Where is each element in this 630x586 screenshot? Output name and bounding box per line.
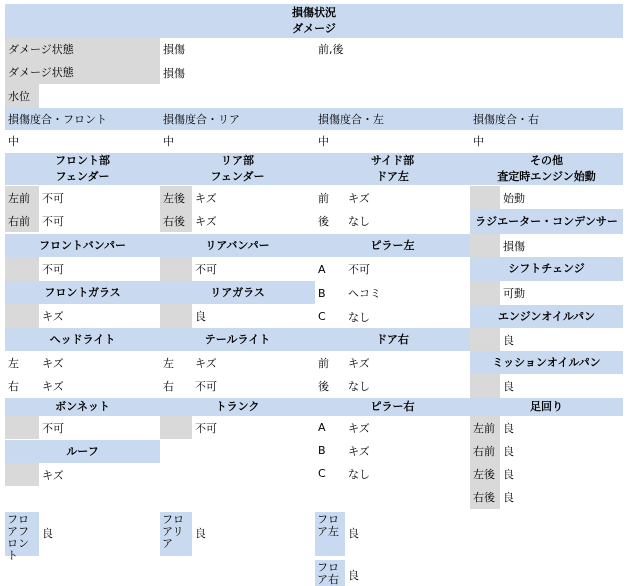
pillar-left-header: ピラー左 bbox=[315, 234, 470, 257]
door-right-val-1: キズ bbox=[345, 351, 470, 374]
front-header-line2: フェンダー bbox=[55, 170, 110, 183]
front-glass-value: キズ bbox=[39, 304, 160, 328]
side-section-header bbox=[315, 153, 470, 185]
engine-start-cell bbox=[470, 186, 500, 209]
bonnet-cell bbox=[5, 416, 39, 439]
taillight-pos-1: 左 bbox=[160, 351, 192, 374]
headlight-val-2: キズ bbox=[39, 374, 160, 398]
door-left-val-1: キズ bbox=[345, 186, 470, 209]
rear-bumper-cell bbox=[160, 257, 192, 281]
engine-oil-pan-cell bbox=[470, 328, 500, 351]
floor-front-value: 良 bbox=[39, 522, 99, 544]
title-line2: ダメージ bbox=[292, 22, 336, 35]
rear-fender-val-2: キズ bbox=[192, 209, 315, 232]
taillight-pos-2: 右 bbox=[160, 374, 192, 398]
front-glass-cell bbox=[5, 304, 39, 328]
floor-front-label: フロアフロント bbox=[5, 512, 39, 556]
headlight-header: ヘッドライト bbox=[5, 328, 160, 351]
degree-header-right: 損傷度合・右 bbox=[470, 108, 623, 130]
floor-left-value: 良 bbox=[345, 522, 405, 544]
rear-section-header bbox=[160, 153, 315, 185]
rear-header-line1: リア部 bbox=[221, 154, 254, 167]
shift-change-header: シフトチェンジ bbox=[470, 257, 623, 281]
front-header-line1: フロント部 bbox=[55, 154, 110, 167]
suspension-val-3: 良 bbox=[500, 462, 623, 485]
rear-glass-cell bbox=[160, 304, 192, 328]
bonnet-header: ボンネット bbox=[5, 398, 160, 416]
suspension-val-4: 良 bbox=[500, 485, 623, 509]
damage-state-value-1b: 前,後 bbox=[315, 38, 470, 60]
title-line1: 損傷状況 bbox=[292, 6, 336, 19]
rear-glass-header: リアガラス bbox=[160, 281, 315, 304]
suspension-val-2: 良 bbox=[500, 439, 623, 462]
damage-state-label-1: ダメージ状態 bbox=[5, 38, 160, 60]
headlight-val-1: キズ bbox=[39, 351, 160, 374]
floor-right-label: フロア右 bbox=[315, 560, 345, 586]
rear-bumper-value: 不可 bbox=[192, 257, 315, 281]
front-fender-pos-2: 右前 bbox=[5, 209, 39, 232]
radiator-value: 損傷 bbox=[500, 234, 623, 257]
trunk-header: トランク bbox=[160, 398, 315, 416]
radiator-header: ラジエーター・コンデンサー bbox=[470, 209, 623, 234]
other-header-line2: 査定時エンジン始動 bbox=[497, 170, 596, 183]
side-header-line1: サイド部 bbox=[370, 154, 415, 167]
trunk-value: 不可 bbox=[192, 416, 315, 439]
pillar-right-pos-c: C bbox=[315, 462, 345, 485]
front-glass-header: フロントガラス bbox=[5, 281, 160, 304]
degree-value-left: 中 bbox=[315, 130, 470, 152]
suspension-val-1: 良 bbox=[500, 416, 623, 439]
engine-oil-pan-header: エンジンオイルパン bbox=[470, 305, 623, 328]
floor-rear-label: フロアリア bbox=[160, 512, 192, 556]
pillar-right-header: ピラー右 bbox=[315, 398, 470, 416]
suspension-pos-2: 右前 bbox=[470, 439, 500, 462]
pillar-right-pos-a: A bbox=[315, 416, 345, 439]
front-section-header bbox=[5, 153, 160, 185]
engine-oil-pan-value: 良 bbox=[500, 328, 623, 351]
front-fender-pos-1: 左前 bbox=[5, 186, 39, 209]
rear-fender-pos-1: 左後 bbox=[160, 186, 192, 209]
door-right-val-2: なし bbox=[345, 374, 470, 398]
degree-value-rear: 中 bbox=[160, 130, 315, 152]
rear-fender-pos-2: 右後 bbox=[160, 209, 192, 232]
shift-change-cell bbox=[470, 281, 500, 305]
suspension-pos-4: 右後 bbox=[470, 485, 500, 509]
degree-value-right: 中 bbox=[470, 130, 623, 152]
suspension-pos-3: 左後 bbox=[470, 462, 500, 485]
degree-header-rear: 損傷度合・リア bbox=[160, 108, 315, 130]
front-bumper-value: 不可 bbox=[39, 257, 160, 281]
mission-oil-pan-header: ミッションオイルパン bbox=[470, 351, 623, 374]
floor-rear-value: 良 bbox=[192, 522, 252, 544]
headlight-pos-1: 左 bbox=[5, 351, 39, 374]
pillar-left-pos-c: C bbox=[315, 305, 345, 328]
damage-state-value-1a: 損傷 bbox=[160, 38, 315, 60]
damage-state-label-2: ダメージ状態 bbox=[5, 60, 160, 84]
taillight-val-1: キズ bbox=[192, 351, 315, 374]
other-section-header bbox=[470, 153, 623, 185]
door-left-pos-2: 後 bbox=[315, 209, 345, 232]
pillar-left-pos-a: A bbox=[315, 257, 345, 281]
mission-oil-pan-cell bbox=[470, 374, 500, 398]
front-bumper-header: フロントバンパー bbox=[5, 234, 160, 257]
door-left-pos-1: 前 bbox=[315, 186, 345, 209]
door-right-pos-1: 前 bbox=[315, 351, 345, 374]
pillar-right-val-a: キズ bbox=[345, 416, 470, 439]
pillar-right-val-b: キズ bbox=[345, 439, 470, 462]
taillight-header: テールライト bbox=[160, 328, 315, 351]
floor-right-value: 良 bbox=[345, 564, 405, 586]
other-header-line1: その他 bbox=[530, 154, 563, 167]
pillar-left-val-c: なし bbox=[345, 305, 470, 328]
pillar-left-pos-b: B bbox=[315, 281, 345, 305]
shift-change-value: 可動 bbox=[500, 281, 623, 305]
door-right-header: ドア右 bbox=[315, 328, 470, 351]
front-fender-val-1: 不可 bbox=[39, 186, 160, 209]
radiator-cell bbox=[470, 234, 500, 257]
front-fender-val-2: 不可 bbox=[39, 209, 160, 232]
mission-oil-pan-value: 良 bbox=[500, 374, 623, 398]
engine-start-value: 始動 bbox=[500, 186, 623, 209]
suspension-pos-1: 左前 bbox=[470, 416, 500, 439]
roof-header: ルーフ bbox=[5, 440, 160, 463]
pillar-left-val-b: ヘコミ bbox=[345, 281, 470, 305]
roof-value: キズ bbox=[39, 463, 160, 486]
rear-glass-value: 良 bbox=[192, 304, 315, 328]
rear-fender-val-1: キズ bbox=[192, 186, 315, 209]
pillar-right-val-c: なし bbox=[345, 462, 470, 485]
trunk-cell bbox=[160, 416, 192, 439]
pillar-right-pos-b: B bbox=[315, 439, 345, 462]
roof-cell bbox=[5, 463, 39, 486]
door-right-pos-2: 後 bbox=[315, 374, 345, 398]
degree-header-front: 損傷度合・フロント bbox=[5, 108, 160, 130]
floor-left-label: フロア左 bbox=[315, 512, 345, 556]
rear-header-line2: フェンダー bbox=[210, 170, 265, 183]
bonnet-value: 不可 bbox=[39, 416, 160, 439]
page-title bbox=[5, 4, 623, 38]
suspension-header: 足回り bbox=[470, 398, 623, 416]
damage-state-value-2a: 損傷 bbox=[160, 62, 315, 84]
side-header-line2: ドア左 bbox=[376, 170, 409, 183]
door-left-val-2: なし bbox=[345, 209, 470, 232]
pillar-left-val-a: 不可 bbox=[345, 257, 470, 281]
taillight-val-2: 不可 bbox=[192, 374, 315, 398]
degree-header-left: 損傷度合・左 bbox=[315, 108, 470, 130]
water-level-label: 水位 bbox=[5, 84, 39, 108]
headlight-pos-2: 右 bbox=[5, 374, 39, 398]
rear-bumper-header: リアバンパー bbox=[160, 234, 315, 257]
degree-value-front: 中 bbox=[5, 130, 160, 152]
front-bumper-cell bbox=[5, 257, 39, 281]
